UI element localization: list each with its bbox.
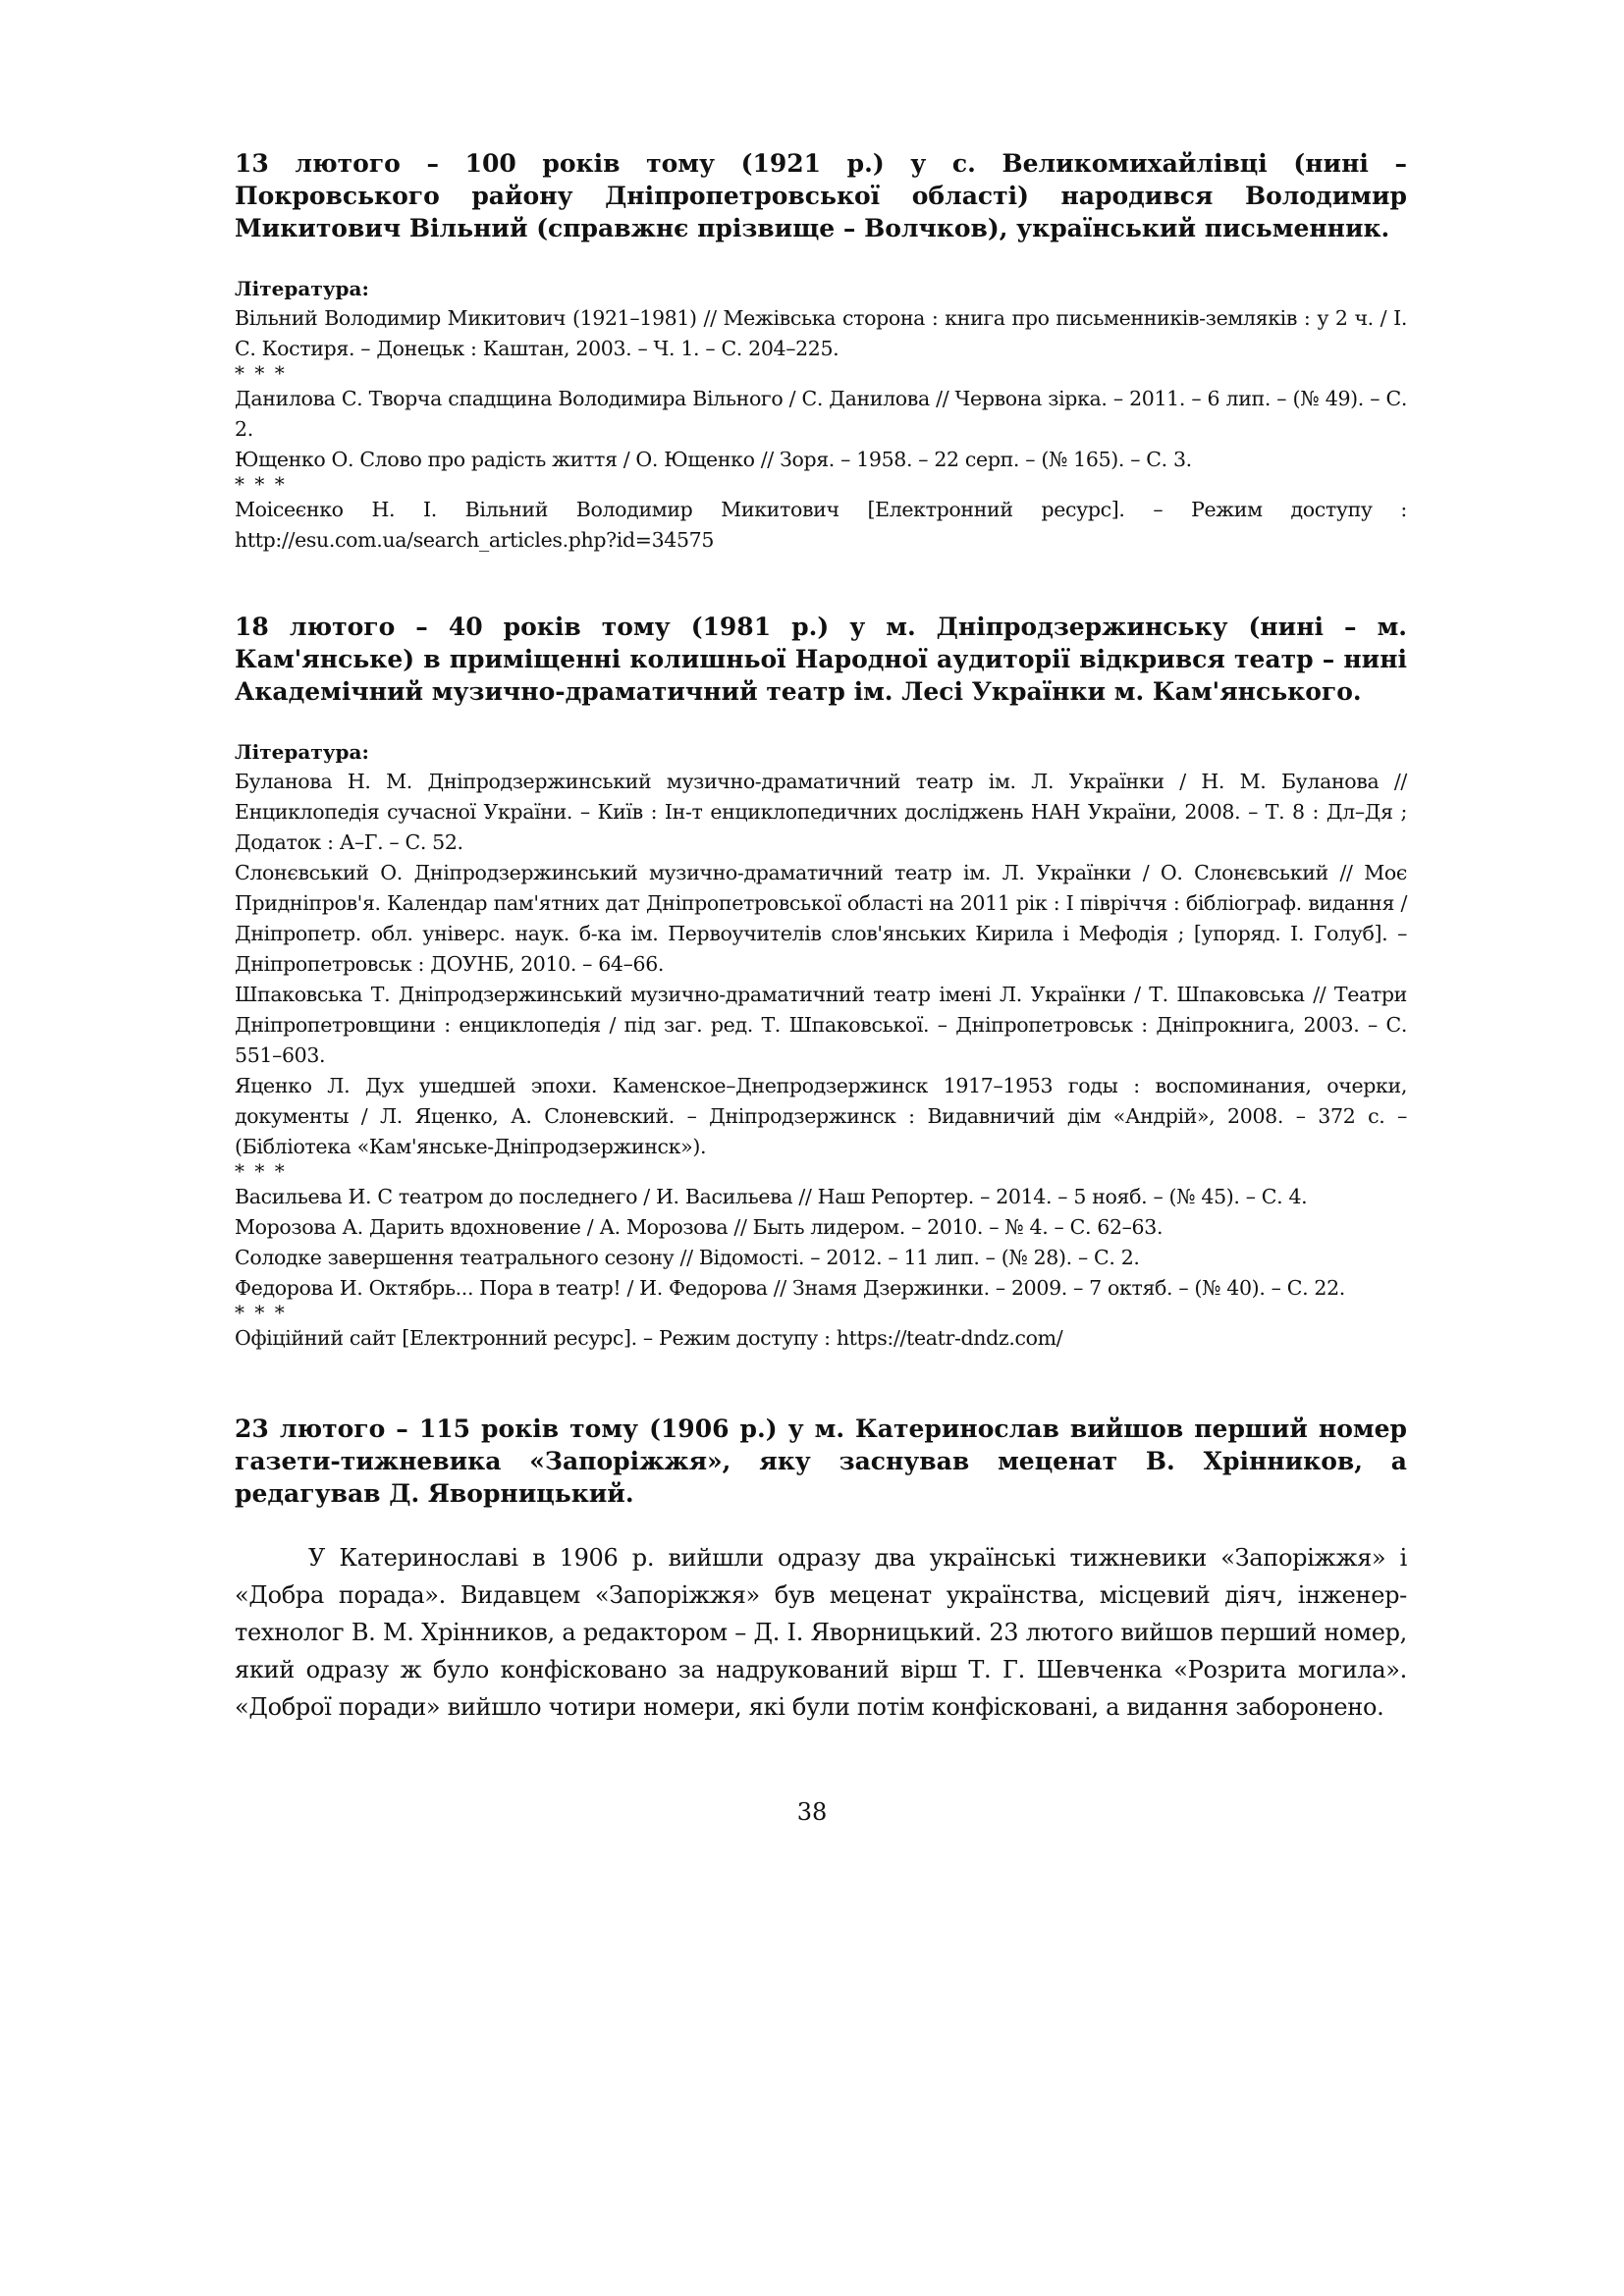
document-page <box>235 147 1407 1726</box>
bibliography-entry: Данилова С. Творча спадщина Володимира Вільного / С. Данилова // Червона зірка. – 2011. – 6 лип. – (№ 49). – С. 2. <box>235 387 1407 441</box>
event-section-3 <box>235 1413 1407 1726</box>
separator-stars: * * * <box>235 361 287 385</box>
bibliography-entry: Вільний Володимир Микитович (1921–1981) // Межівська сторона : книга про письменників-земляків : у 2 ч. / І. С. Костиря. – Донецьк : Каштан, 2003. – Ч. 1. – С. 204–225. <box>235 306 1407 360</box>
literature-label-1: Література: <box>235 277 369 300</box>
event-heading-1: 13 лютого – 100 років тому (1921 р.) у с. Великомихайлівці (нині – Покровського району Дніпропетровської області) народився Володимир Микитович Вільний (справжнє прізвище – Волчков), український письменник. <box>235 149 1407 242</box>
bibliography-entry: Ющенко О. Слово про радість життя / О. Ющенко // Зоря. – 1958. – 22 серп. – (№ 165). – С. 3. <box>235 448 1192 471</box>
body-paragraph: У Катеринославі в 1906 р. вийшли одразу два українські тижневики «Запоріжжя» і «Добра порада». Видавцем «Запоріжжя» був меценат українства, місцевий діяч, інженер-технолог В. М. Хрінников, а редактором – Д. І. Яворницький. 23 лютого вийшов перший номер, який одразу ж було конфісковано за надрукований вірш Т. Г. Шевченка «Розрита могила». «Доброї поради» вийшло чотири номери, які були потім конфісковані, а видання заборонено. <box>235 1544 1407 1721</box>
bibliography-entry: Слонєвський О. Дніпродзержинський музично-драматичний театр ім. Л. Українки / О. Слонєвський // Моє Придніпров'я. Календар пам'ятних дат Дніпропетровської області на 2011 рік : І півріччя : бібліограф. видання / Дніпропетр. обл. універс. наук. б-ка ім. Первоучителів слов'янських Кирила і Мефодія ; [упоряд. І. Голуб]. – Дніпропетровськ : ДОУНБ, 2010. – 64–66. <box>235 861 1407 976</box>
bibliography-entry: Яценко Л. Дух ушедшей эпохи. Каменское–Днепродзержинск 1917–1953 годы : воспоминания, очерки, документы / Л. Яценко, А. Слоневский. – Дніпродзержинск : Видавничий дім «Андрій», 2008. – 372 с. – (Бібліотека «Кам'янське-Дніпродзержинск»). <box>235 1074 1407 1158</box>
bibliography-entry: Солодке завершення театрального сезону // Відомості. – 2012. – 11 лип. – (№ 28). – С. 2. <box>235 1246 1140 1269</box>
event-heading-3: 23 лютого – 115 років тому (1906 р.) у м. Катеринослав вийшов перший номер газети-тижневика «Запоріжжя», яку заснував меценат В. Хрінников, а редагував Д. Яворницький. <box>235 1415 1407 1508</box>
bibliography-entry: Морозова А. Дарить вдохновение / А. Морозова // Быть лидером. – 2010. – № 4. – С. 62–63. <box>235 1215 1164 1239</box>
separator-stars: * * * <box>235 472 287 496</box>
literature-label-2: Література: <box>235 740 369 764</box>
bibliography-entry: Буланова Н. М. Дніпродзержинський музично-драматичний театр ім. Л. Українки / Н. М. Буланова // Енциклопедія сучасної України. – Київ : Ін-т енциклопедичних досліджень НАН України, 2008. – Т. 8 : Дл–Дя ; Додаток : А–Г. – С. 52. <box>235 770 1407 854</box>
bibliography-entry: Офіційний сайт [Електронний ресурс]. – Режим доступу : https://teatr-dndz.com/ <box>235 1326 1063 1350</box>
event-heading-2: 18 лютого – 40 років тому (1981 р.) у м. Дніпродзержинську (нині – м. Кам'янське) в приміщенні колишньої Народної аудиторії відкрився театр – нині Академічний музично-драматичний театр ім. Лесі Українки м. Кам'янського. <box>235 613 1407 706</box>
bibliography-entry: Федорова И. Октябрь... Пора в театр! / И. Федорова // Знамя Дзержинки. – 2009. – 7 октяб. – (№ 40). – С. 22. <box>235 1276 1345 1300</box>
event-section-2 <box>235 611 1407 1354</box>
event-section-1 <box>235 147 1407 556</box>
bibliography-entry: Васильева И. С театром до последнего / И. Васильева // Наш Репортер. – 2014. – 5 нояб. – (№ 45). – С. 4. <box>235 1185 1308 1208</box>
separator-stars: * * * <box>235 1159 287 1183</box>
bibliography-entry: Шпаковська Т. Дніпродзержинський музично-драматичний театр імені Л. Українки / Т. Шпаковська // Театри Дніпропетровщини : енциклопедія / під заг. ред. Т. Шпаковської. – Дніпропетровськ : Дніпрокнига, 2003. – С. 551–603. <box>235 983 1407 1067</box>
bibliography-entry: Моісеєнко Н. І. Вільний Володимир Микитович [Електронний ресурс]. – Режим доступу : http://esu.com.ua/search_articles.php?id=34575 <box>235 498 1407 552</box>
separator-stars: * * * <box>235 1301 287 1324</box>
page-number: 38 <box>796 1798 828 1826</box>
